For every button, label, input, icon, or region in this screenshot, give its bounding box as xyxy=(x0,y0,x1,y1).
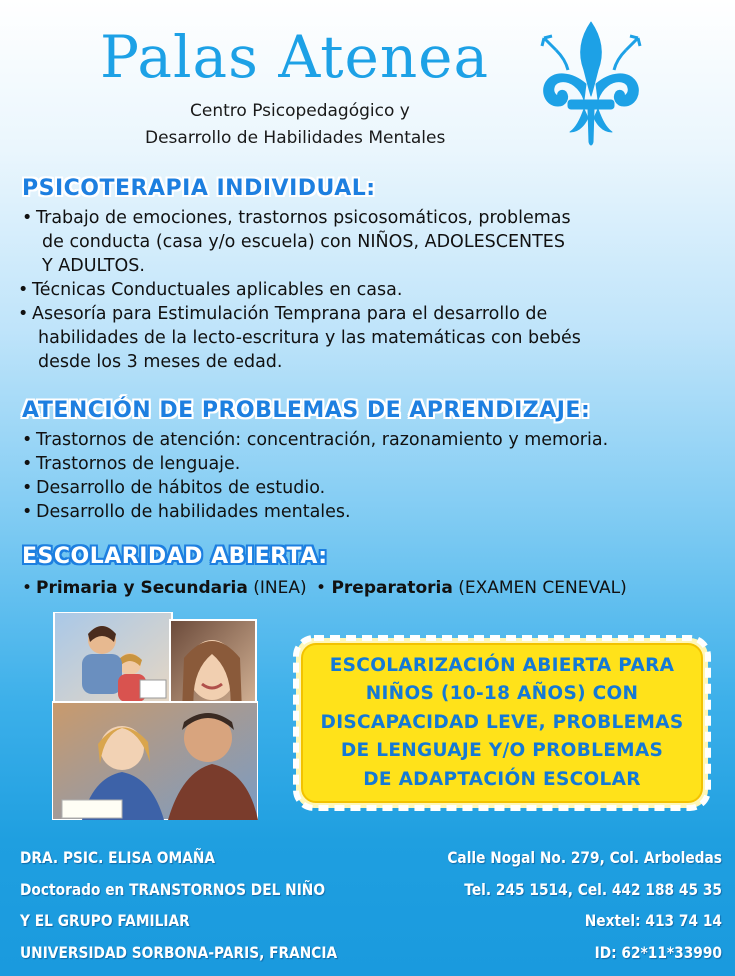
subtitle-line-2: Desarrollo de Habilidades Mentales xyxy=(145,128,446,148)
section-psicoterapia-list xyxy=(18,206,581,374)
list-item: • Desarrollo de hábitos de estudio. xyxy=(22,478,326,498)
primaria-secundaria-label: Primaria y Secundaria xyxy=(36,578,248,598)
list-item-text: Desarrollo de habilidades mentales. xyxy=(36,502,351,522)
list-item: • Trabajo de emociones, trastornos psicosomáticos, problemas xyxy=(22,208,571,228)
promo-line: ESCOLARIZACIÓN ABIERTA PARA xyxy=(329,654,675,676)
doctorate-line: Doctorado en TRANSTORNOS DEL NIÑO xyxy=(20,879,326,899)
photo-family-reading xyxy=(54,612,172,707)
fleur-de-lis-icon xyxy=(536,14,646,154)
promo-badge xyxy=(290,632,714,814)
phone-line: Tel. 245 1514, Cel. 442 188 45 35 xyxy=(464,879,722,899)
list-item-continuation: habilidades de la lecto-escritura y las matemáticas con bebés xyxy=(38,328,581,348)
list-item-continuation: desde los 3 meses de edad. xyxy=(38,352,283,372)
id-line: ID: 62*11*33990 xyxy=(594,942,722,962)
section-title-psicoterapia: PSICOTERAPIA INDIVIDUAL: xyxy=(22,176,376,201)
promo-line: DISCAPACIDAD LEVE, PROBLEMAS xyxy=(320,711,684,733)
promo-text-block xyxy=(308,648,696,798)
promo-line: DE ADAPTACIÓN ESCOLAR xyxy=(363,768,641,790)
list-item: • Trastornos de lenguaje. xyxy=(22,454,241,474)
footer-contact xyxy=(340,842,722,968)
list-item-text: Trastornos de atención: concentración, razonamiento y memoria. xyxy=(36,430,609,450)
nextel-line: Nextel: 413 74 14 xyxy=(584,911,722,930)
list-item-continuation: Y ADULTOS. xyxy=(42,256,145,276)
doctor-name: DRA. PSIC. ELISA OMAÑA xyxy=(20,848,216,867)
preparatoria-label: Preparatoria xyxy=(331,578,453,598)
university-line: UNIVERSIDAD SORBONA-PARIS, FRANCIA xyxy=(20,942,338,962)
ceneval-note: (EXAMEN CENEVAL) xyxy=(458,578,627,598)
list-item-text: Trastornos de lenguaje. xyxy=(36,454,241,474)
list-item: • Asesoría para Estimulación Temprana para el desarrollo de xyxy=(18,304,548,324)
section-aprendizaje-list xyxy=(22,428,608,524)
section-title-aprendizaje: ATENCIÓN DE PROBLEMAS DE APRENDIZAJE: xyxy=(22,398,591,423)
list-item-text: Asesoría para Estimulación Temprana para el desarrollo de xyxy=(32,304,548,324)
address-line: Calle Nogal No. 279, Col. Arboledas xyxy=(447,848,722,867)
list-item-text: Técnicas Conductuales aplicables en casa. xyxy=(32,280,403,300)
list-item-text: Trabajo de emociones, trastornos psicosomáticos, problemas xyxy=(36,208,571,228)
photo-collage xyxy=(52,612,258,820)
section-title-escolaridad: ESCOLARIDAD ABIERTA: xyxy=(22,544,328,569)
list-item: • Trastornos de atención: concentración, razonamiento y memoria. xyxy=(22,430,609,450)
promo-line: DE LENGUAJE Y/O PROBLEMAS xyxy=(340,740,664,762)
escolaridad-line: • Primaria y Secundaria (INEA) • Preparatoria (EXAMEN CENEVAL) xyxy=(22,578,627,598)
list-item-text: Desarrollo de hábitos de estudio. xyxy=(36,478,326,498)
subtitle-line-1: Centro Psicopedagógico y xyxy=(190,101,410,121)
doctorate-line-2: Y EL GRUPO FAMILIAR xyxy=(20,911,190,930)
promo-line: NIÑOS (10-18 AÑOS) CON xyxy=(365,683,639,705)
list-item: • Desarrollo de habilidades mentales. xyxy=(22,502,351,522)
inea-note: (INEA) xyxy=(253,578,307,598)
brand-title: Palas Atenea xyxy=(100,23,490,91)
list-item: • Técnicas Conductuales aplicables en casa. xyxy=(18,280,403,300)
list-item-continuation: de conducta (casa y/o escuela) con NIÑOS, ADOLESCENTES xyxy=(42,232,565,252)
photo-girl-with-tutor xyxy=(52,702,258,820)
